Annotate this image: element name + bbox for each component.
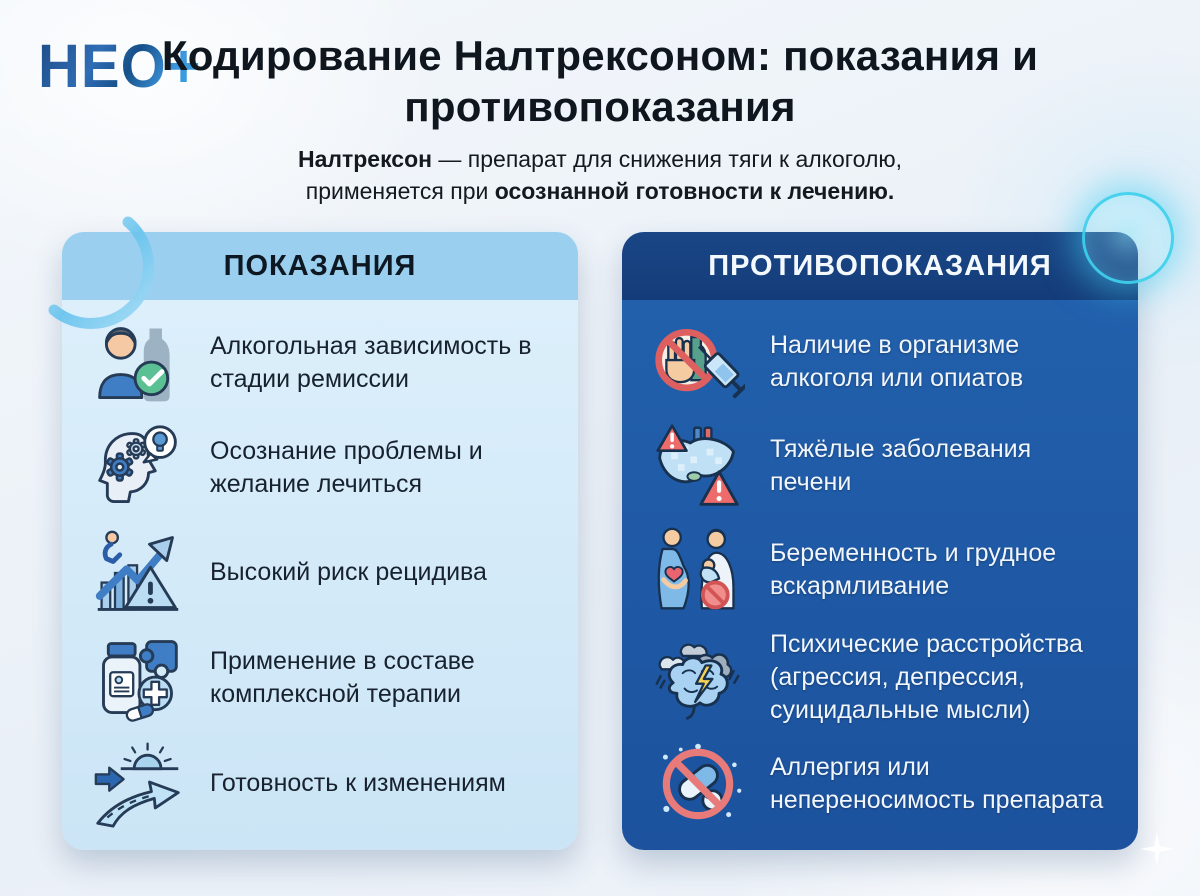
list-item-text: Аллергия или непереносимость препарата [770, 752, 1104, 814]
indications-card [62, 232, 578, 850]
page-subtitle [0, 144, 1200, 206]
indications-list [62, 300, 578, 850]
pregnancy-nursing-icon [650, 523, 746, 617]
contraindications-card [622, 232, 1138, 850]
cards-row [62, 232, 1138, 850]
subtitle-line2-plain: применяется при [305, 177, 495, 204]
medicine-puzzle-icon [90, 631, 186, 725]
list-item [90, 316, 554, 410]
indications-header: ПОКАЗАНИЯ [62, 232, 578, 300]
sparkle-decoration-icon [1140, 832, 1174, 866]
list-item-text: Алкогольная зависимость в стадии ремиссии [210, 331, 532, 393]
subtitle-line2 [0, 176, 1200, 207]
list-item [90, 421, 554, 515]
page-title-line1: Кодирование Налтрексоном: [161, 32, 772, 79]
relapse-risk-chart-icon [90, 526, 186, 620]
list-item [650, 737, 1114, 831]
subtitle-line1-rest: — препарат для снижения тяги к алкоголю, [432, 146, 903, 173]
list-item [90, 526, 554, 620]
list-item-text: Психические расстройства (агрессия, депрессия, суицидальные мысли) [770, 629, 1083, 724]
header-block [0, 30, 1200, 207]
list-item-text: Наличие в организме алкоголя или опиатов [770, 331, 1024, 393]
list-item [650, 628, 1114, 727]
subtitle-line1 [0, 144, 1200, 175]
list-item-text: Беременность и грудное вскармливание [770, 539, 1057, 601]
list-item-text: Осознание проблемы и желание лечиться [210, 436, 483, 498]
head-gears-idea-icon [90, 421, 186, 515]
list-item [90, 736, 554, 830]
list-item [90, 631, 554, 725]
subtitle-line2-bold: осознанной готовности к лечению. [494, 177, 895, 204]
person-bottle-check-icon [90, 316, 186, 410]
page-title-line2: показания и противопоказания [404, 32, 1039, 131]
brain-storm-icon [650, 630, 746, 724]
page-title [0, 30, 1200, 132]
contraindications-list [622, 300, 1138, 850]
list-item-text: Высокий риск рецидива [210, 558, 487, 587]
list-item-text: Применение в составе комплексной терапии [210, 647, 475, 709]
list-item [650, 315, 1114, 409]
no-pills-allergy-icon [650, 737, 746, 831]
no-alcohol-syringe-icon [650, 315, 746, 409]
list-item [650, 419, 1114, 513]
list-item-text: Готовность к изменениям [210, 768, 506, 797]
road-to-change-icon [90, 736, 186, 830]
contraindications-header: ПРОТИВОПОКАЗАНИЯ [622, 232, 1138, 300]
subtitle-drug-name: Налтрексон [297, 146, 433, 173]
neo-plus-logo: НЕО+ [38, 32, 202, 101]
list-item-text: Тяжёлые заболевания печени [770, 435, 1032, 497]
list-item [650, 523, 1114, 617]
liver-warning-icon [650, 419, 746, 513]
